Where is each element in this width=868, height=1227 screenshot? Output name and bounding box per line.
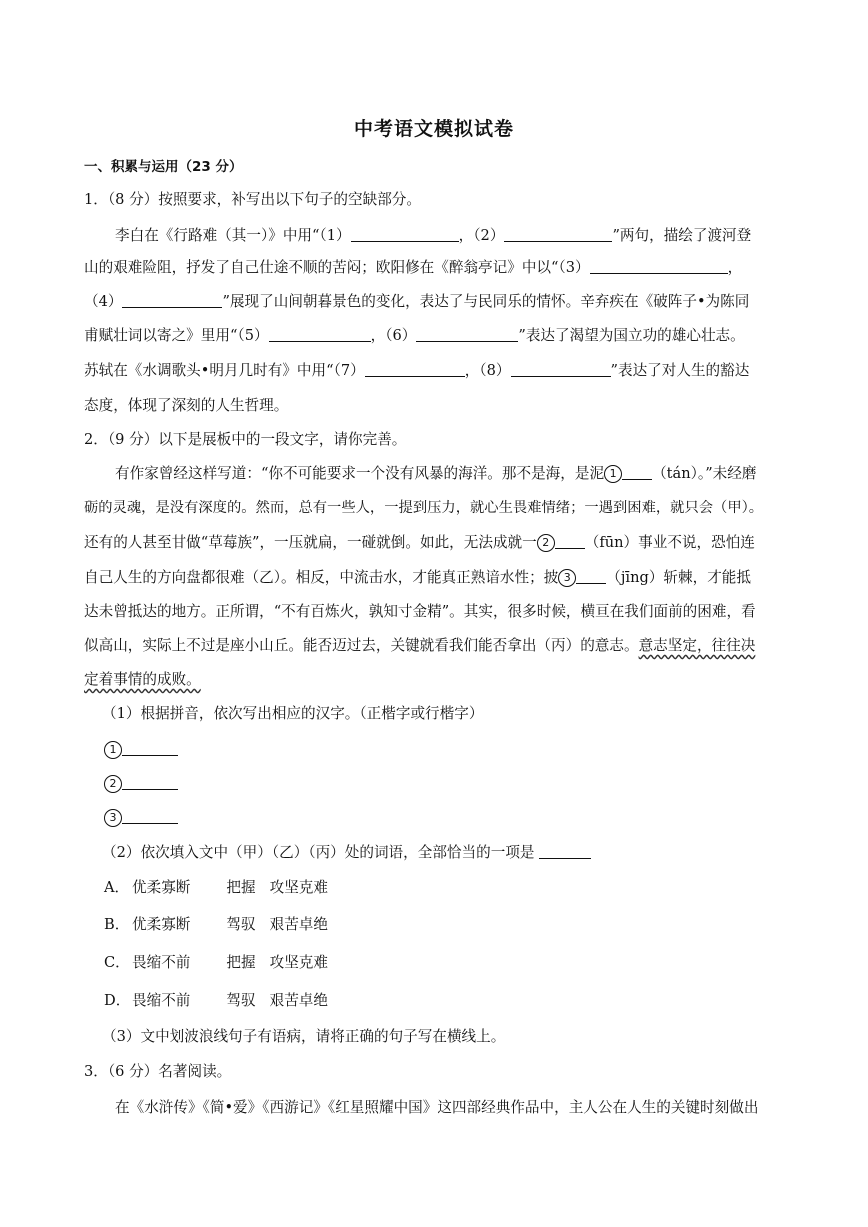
blank-6[interactable] xyxy=(416,326,518,342)
q1-text: ， xyxy=(727,259,743,276)
option-word: 驾驭 xyxy=(226,916,256,933)
q1-text: ”展现了山间朝暮景色的变化，表达了与民同乐的情怀。辛弃疾在《破阵子•为陈同 xyxy=(222,293,750,310)
q2-para-line-4 xyxy=(84,568,786,588)
q2-text: （2）依次填入文中（甲）（乙）（丙）处的词语，全部恰当的一项是 xyxy=(102,844,535,861)
q1-text: ”表达了对人生的豁达 xyxy=(610,362,750,379)
q1-line-3 xyxy=(84,292,786,312)
q2-text: 似高山，实际上不过是座小山丘。能否迈过去，关键就看我们能否拿出（丙）的意志。 xyxy=(84,637,639,654)
option-label: B． xyxy=(104,916,130,933)
q2-text: （tán）。”未经磨 xyxy=(652,465,757,482)
q2-para-line-2: 砺的灵魂，是没有深度的。然而，总有一些人，一提到压力，就心生畏难情绪；一遇到困难，就只会（甲）。 xyxy=(84,500,764,516)
q2-text: 自己人生的方向盘都很难（乙）。相反，中流击水，才能真正熟谙水性；披 xyxy=(84,569,559,586)
option-word: 攻坚克难 xyxy=(269,954,328,971)
option-word: 艰苦卓绝 xyxy=(269,916,328,933)
option-word: 畏缩不前 xyxy=(132,954,191,971)
q1-line-5 xyxy=(84,361,786,381)
circled-number-3: 3 xyxy=(558,569,576,587)
option-label: C． xyxy=(104,954,130,971)
q2-para-line-7 xyxy=(84,670,786,690)
blank-2[interactable] xyxy=(504,226,612,242)
wavy-underlined-sentence: 意志坚定，往往决 xyxy=(638,637,756,654)
q2-text: 还有的人甚至甘做“草莓族”，一压就扁，一碰就倒。如此，无法成就一 xyxy=(84,534,537,551)
answer-blank-2[interactable] xyxy=(122,774,178,790)
wavy-underlined-sentence: 定着事情的成败。 xyxy=(84,671,201,688)
q2-text: 有作家曾经这样写道：“你不可能要求一个没有风暴的海洋。那不是海，是泥 xyxy=(115,465,605,482)
q2-para-line-6 xyxy=(84,636,786,656)
option-label: D． xyxy=(104,992,131,1009)
option-label: A． xyxy=(104,879,130,896)
option-word: 攻坚克难 xyxy=(269,879,328,896)
circled-number-2: 2 xyxy=(104,775,122,793)
q1-line-2 xyxy=(84,258,786,278)
answer-line-3 xyxy=(104,808,806,828)
page-title: 中考语文模拟试卷 xyxy=(353,118,514,140)
q2-para-line-1 xyxy=(115,464,786,484)
answer-blank-3[interactable] xyxy=(122,808,178,824)
answer-line-2 xyxy=(104,774,806,794)
blank-pinyin-2[interactable] xyxy=(555,533,585,549)
q2-para-line-3 xyxy=(84,533,786,553)
q1-text: 山的艰难险阻，抒发了自己仕途不顺的苦闷；欧阳修在《醉翁亭记》中以“（3） xyxy=(84,259,590,276)
answer-blank-1[interactable] xyxy=(122,740,178,756)
option-word: 把握 xyxy=(226,879,256,896)
q3-heading: 3．（6 分）名著阅读。 xyxy=(84,1063,232,1080)
blank-8[interactable] xyxy=(511,361,611,377)
q1-text: ，（6） xyxy=(370,327,417,344)
q1-text: 苏轼在《水调歌头•明月几时有》中用“（7） xyxy=(84,362,365,379)
q1-text: ”两句，描绘了渡河登 xyxy=(612,227,752,244)
q1-text: （4） xyxy=(84,293,123,310)
q1-text: 甫赋壮词以寄之》里用“（5） xyxy=(84,327,269,344)
q2-text: （fūn）事业不说，恐怕连 xyxy=(584,534,755,551)
q2-sub-1: （1）根据拼音，依次写出相应的汉字。（正楷字或行楷字） xyxy=(102,705,484,722)
circled-number-1: 1 xyxy=(104,741,122,759)
blank-5[interactable] xyxy=(269,326,371,342)
q2-para-line-5: 达未曾抵达的地方。正所谓，“不有百炼火，孰知寸金精”。其实，很多时候，横亘在我们面前的困难，看 xyxy=(84,603,756,620)
circled-number-2: 2 xyxy=(537,534,555,552)
choice-blank[interactable] xyxy=(539,843,591,859)
blank-pinyin-1[interactable] xyxy=(622,464,652,480)
option-word: 优柔寡断 xyxy=(132,879,191,896)
q1-heading: 1．（8 分）按照要求，补写出以下句子的空缺部分。 xyxy=(84,191,421,208)
option-word: 优柔寡断 xyxy=(132,916,191,933)
blank-pinyin-3[interactable] xyxy=(576,568,606,584)
option-word: 把握 xyxy=(226,954,256,971)
option-c[interactable] xyxy=(104,953,806,973)
section-heading: 一、积累与运用（23 分） xyxy=(84,159,243,175)
circled-number-1: 1 xyxy=(604,465,622,483)
q2-text: （jīng）斩棘，才能抵 xyxy=(606,569,751,586)
q1-line-6: 态度，体现了深刻的人生哲理。 xyxy=(84,397,289,414)
q2-sub-2 xyxy=(102,843,804,863)
option-word: 驾驭 xyxy=(226,992,256,1009)
option-d[interactable] xyxy=(104,991,806,1011)
q1-text: 李白在《行路难（其一）》中用“（1） xyxy=(115,227,351,244)
q1-line-4 xyxy=(84,326,786,346)
q1-line-1 xyxy=(115,226,786,246)
answer-line-1 xyxy=(104,740,806,760)
option-word: 畏缩不前 xyxy=(132,992,191,1009)
q2-sub-3: （3）文中划波浪线句子有语病，请将正确的句子写在横线上。 xyxy=(102,1028,506,1045)
option-word: 艰苦卓绝 xyxy=(269,992,328,1009)
q1-text: ，（8） xyxy=(464,362,511,379)
q2-heading: 2．（9 分）以下是展板中的一段文字，请你完善。 xyxy=(84,431,407,448)
blank-3[interactable] xyxy=(590,258,728,274)
blank-1[interactable] xyxy=(351,226,459,242)
circled-number-3: 3 xyxy=(104,809,122,827)
option-b[interactable] xyxy=(104,915,806,935)
blank-4[interactable] xyxy=(122,292,222,308)
option-a[interactable] xyxy=(104,878,806,898)
blank-7[interactable] xyxy=(365,361,465,377)
q1-text: ”表达了渴望为国立功的雄心壮志。 xyxy=(518,327,745,344)
q1-text: ，（2） xyxy=(458,227,505,244)
q3-line-1: 在《水浒传》《简•爱》《西游记》《红星照耀中国》这四部经典作品中，主人公在人生的关键时刻做出 xyxy=(115,1099,759,1116)
